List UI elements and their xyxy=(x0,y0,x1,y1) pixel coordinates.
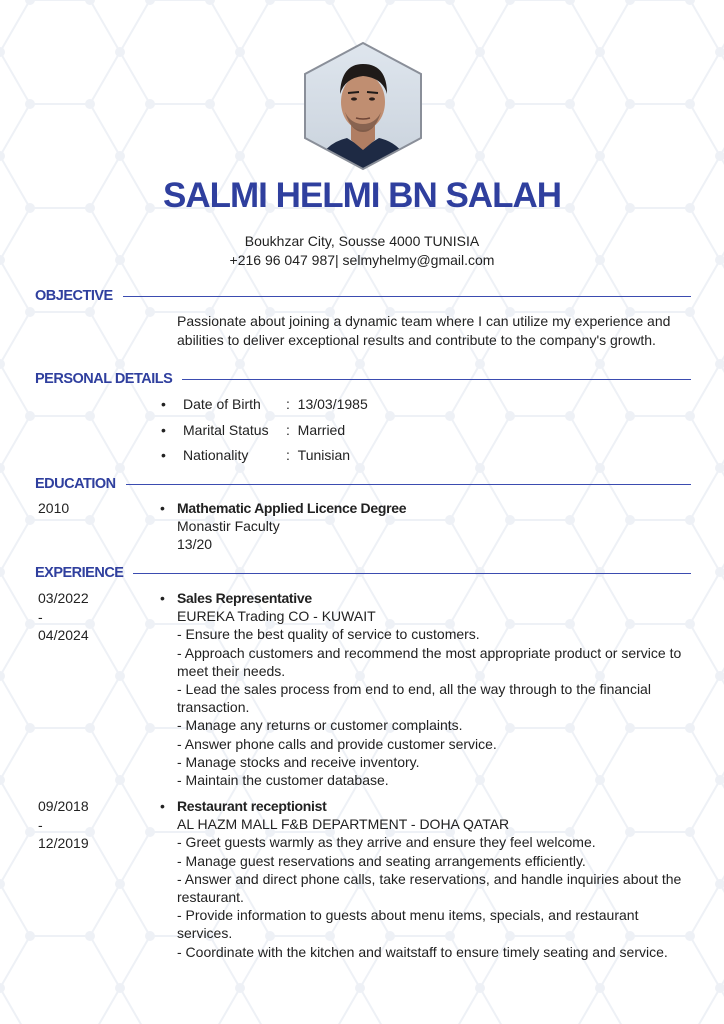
personal-detail-item xyxy=(160,421,368,447)
experience-duty: - Manage stocks and receive inventory. xyxy=(177,753,420,770)
experience-date-range xyxy=(38,797,148,853)
detail-value: Married xyxy=(297,421,346,438)
experience-section-title: EXPERIENCE xyxy=(35,565,124,581)
experience-duty: - Provide information to guests about menu items, specials, and restaurant services. xyxy=(177,907,639,942)
education-school: Monastir Faculty xyxy=(177,518,280,535)
profile-photo xyxy=(301,40,425,172)
section-divider xyxy=(133,573,691,574)
experience-date-separator: - xyxy=(38,608,43,625)
experience-section-header xyxy=(35,563,691,583)
experience-duty: - Lead the sales process from end to end, all the way through to the financial transaction. xyxy=(177,681,651,716)
objective-section-title: OBJECTIVE xyxy=(35,288,113,304)
experience-duty: - Answer and direct phone calls, take reservations, and handle inquiries about the restaurant. xyxy=(177,870,682,906)
experience-duty: - Maintain the customer database. xyxy=(177,772,389,789)
detail-separator: : xyxy=(286,421,290,438)
experience-duty: - Ensure the best quality of service to customers. xyxy=(177,626,480,643)
detail-value: Tunisian xyxy=(297,447,351,463)
experience-date-separator: - xyxy=(38,816,43,833)
section-divider xyxy=(123,296,691,297)
experience-company: AL HAZM MALL F&B DEPARTMENT - DOHA QATAR xyxy=(177,816,510,833)
experience-role: • Restaurant receptionist xyxy=(177,797,692,815)
contact-block xyxy=(0,232,724,270)
experience-date-end: 12/2019 xyxy=(38,835,89,851)
detail-label: Marital Status xyxy=(183,421,269,438)
experience-duty: - Coordinate with the kitchen and waitstaff to ensure timely seating and service. xyxy=(177,943,668,960)
candidate-name: SALMI HELMI BN SALAH xyxy=(162,176,562,215)
experience-date-range xyxy=(38,589,148,645)
detail-separator: : xyxy=(286,447,290,463)
experience-date-end: 04/2024 xyxy=(38,627,89,643)
education-degree: • Mathematic Applied Licence Degree xyxy=(177,499,692,517)
profile-photo-hexagon xyxy=(301,40,425,172)
personal-details-section-title: PERSONAL DETAILS xyxy=(35,371,173,387)
education-date: 2010 xyxy=(38,500,70,516)
education-entry xyxy=(177,499,692,554)
experience-duty: - Manage guest reservations and seating arrangements efficiently. xyxy=(177,852,586,869)
detail-label: Date of Birth xyxy=(183,396,261,412)
experience-role: • Sales Representative xyxy=(177,589,692,607)
experience-duty: - Manage any returns or customer complaints. xyxy=(177,717,463,734)
experience-date-start: 09/2018 xyxy=(38,798,89,814)
education-grade: 13/20 xyxy=(177,536,213,553)
experience-date-start: 03/2022 xyxy=(38,590,89,606)
education-section-title: EDUCATION xyxy=(35,476,116,492)
experience-company: EUREKA Trading CO - KUWAIT xyxy=(177,608,376,625)
detail-label: Nationality xyxy=(183,447,249,463)
experience-entry xyxy=(177,589,692,789)
personal-details-list xyxy=(160,395,368,472)
personal-detail-item xyxy=(160,446,368,472)
personal-detail-item xyxy=(160,395,368,421)
detail-separator: : xyxy=(286,396,290,412)
personal-details-section-header xyxy=(35,369,691,389)
section-divider xyxy=(126,484,691,485)
experience-duty: - Approach customers and recommend the most appropriate product or service to meet their needs. xyxy=(177,644,682,679)
section-divider xyxy=(182,379,691,380)
detail-value: 13/03/1985 xyxy=(297,396,368,412)
experience-duty: - Greet guests warmly as they arrive and ensure they feel welcome. xyxy=(177,834,596,851)
phone-email-text: +216 96 047 987| selmyhelmy@gmail.com xyxy=(229,252,495,268)
experience-duty: - Answer phone calls and provide customer service. xyxy=(177,735,497,752)
education-section-header xyxy=(35,474,691,494)
experience-entry xyxy=(177,797,692,961)
objective-section-header xyxy=(35,286,691,306)
objective-text: Passionate about joining a dynamic team where I can utilize my experience and abilities to deliver exceptional results and contribute to the company's growth. xyxy=(177,313,671,348)
address-text: Boukhzar City, Sousse 4000 TUNISIA xyxy=(244,233,480,249)
